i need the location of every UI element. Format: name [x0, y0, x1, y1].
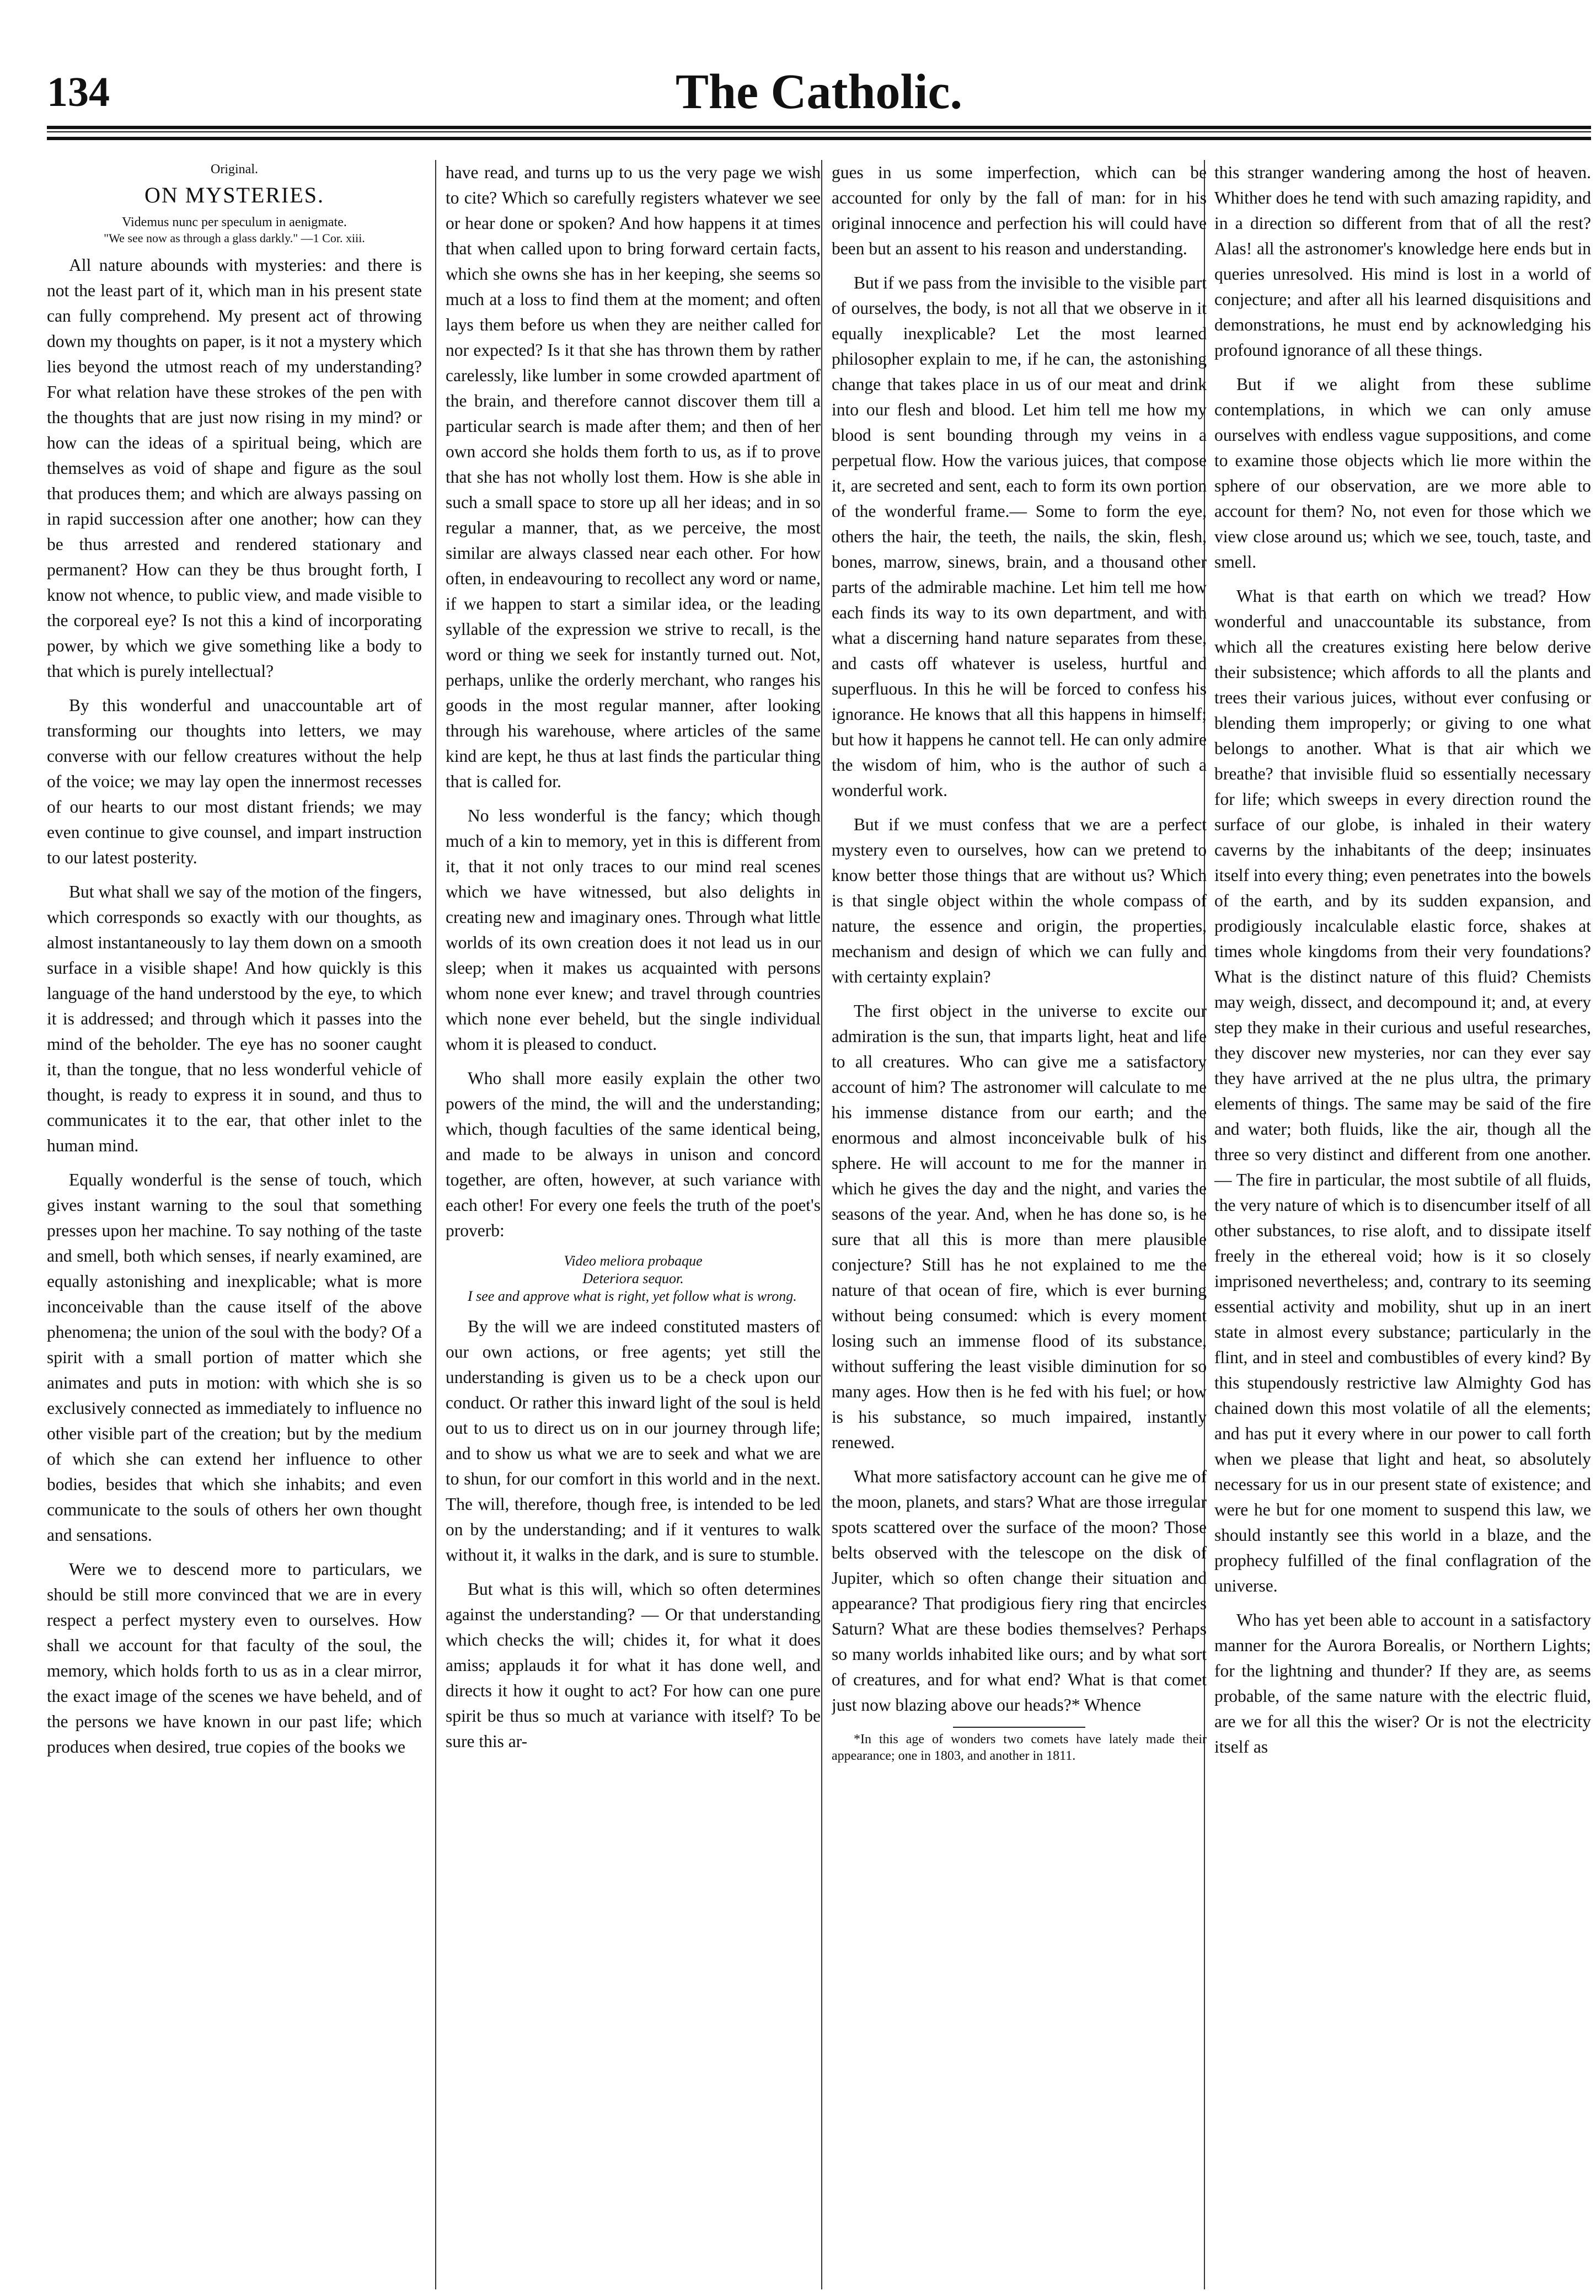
column-3 — [832, 160, 1207, 2289]
column-4 — [1214, 160, 1591, 2289]
paragraph: But what is this will, which so often determines against the understanding? — Or that understanding which checks the will; chides it, for what it does amiss; applauds it for what it has done well, and directs it how it ought to act? For how can one pure spirit be thus so much at variance with itself? To be sure this ar- — [446, 1579, 821, 1751]
paragraph: By this wonderful and unaccountable art of transforming our thoughts into letters, we may converse with our fellow creatures without the help of the voice; we may lay open the innermost recesses of our hearts to our most distant friends; we may even continue to give counsel, and impart instruction to our latest posterity. — [47, 696, 422, 867]
paragraph: Who shall more easily explain the other two powers of the mind, the will and the understanding; which, though faculties of the same identical being, and made to be always in unison and concord together, are often, however, at such variance with each other! For every one feels the truth of the poet's proverb: — [446, 1069, 821, 1240]
paragraph: No less wonderful is the fancy; which though much of a kin to memory, yet in this is different from it, that it not only traces to our mind real scenes which we have witnessed, but also delights in creating new and imaginary ones. Through what little worlds of its own creation does it not lead us in our sleep; when it makes us acquainted with persons whom none ever knew; and travel through countries which none ever beheld, but the single individual whom it is pleased to conduct. — [446, 806, 821, 1054]
paragraph: What is that earth on which we tread? How wonderful and unaccountable its substance, from which all the creatures existing here below derive their subsistence; which affords to all the plants and trees their various juices, without ever confusing or blending them improperly; or giving to one what belongs to another. What is that air which we breathe? that invisible fluid so essentially necessary for life; which sweeps in every direction round the surface of our globe, is inhaled in their watery caverns by the inhabitants of the deep; insinuates itself into every thing; even penetrates into the bowels of the earth, and by its sudden expansion, and prodigiously incalculable elastic force, shakes at times whole kingdoms from their very foundations? What is the distinct nature of this fluid? Chemists may weigh, dissect, and decompound it; and, at every step they make in their curious and useful researches, they discover new mysteries, nor can they ever say they have arrived at the ne plus ultra, the primary elements of things. The same may be said of the fire and water; both fluids, like the air, though all the three so very distinct and different from one another.— The fire in particular, the most subtile of all fluids, the very nature of which is to disencumber itself of all other substances, to rise aloft, and to dissipate itself freely in the ethereal void; how is it so closely imprisoned nevertheless; and, contrary to its seeming essential activity and mobility, shut up in an inert state in almost every substance; particularly in the flint, and in steel and combustibles of every kind? By this stupendously restrictive law Almighty God has chained down this most volatile of all the elements; and has put it every where in our power to call forth when we please that light and heat, so absolutely necessary for us in our present state of existence; and were he but for one moment to suspend this law, we should instantly see this world in a blaze, and the prophecy fulfilled of the final conflagration of the universe. — [1214, 586, 1591, 1595]
header-rule-thin — [47, 131, 1591, 132]
paragraph: By the will we are indeed constituted masters of our own actions, or free agents; yet still the understanding is given us to be a check upon our conduct. Or rather this inward light of the soul is held out to us to direct us on in our journey through life; and to show us what we are to seek and what we are to shun, for our comfort in this world and in the next. The will, therefore, though free, is intended to be led on by the understanding; and if it ventures to walk without it, it walks in the dark, and is sure to stumble. — [446, 1317, 821, 1565]
paragraph: But what shall we say of the motion of the fingers, which corresponds so exactly with our thoughts, as almost instantaneously to lay them down on a smooth surface in a visible shape! And how quickly is this language of the hand understood by the eye, to which it is addressed; and through which it passes into the mind of the beholder. The eye has no sooner caught it, than the tongue, that no less wonderful vehicle of thought, is ready to express it in sound, and thus to communicates it to the ear, that other inlet to the human mind. — [47, 882, 422, 1155]
column-2 — [446, 160, 821, 2289]
paragraph: But if we alight from these sublime contemplations, in which we can only amuse ourselves with endless vague suppositions, and come to examine those objects which lie more within the sphere of our observation, are we more able to account for them? No, not even for those which we view close around us; which we see, touch, taste, and smell. — [1214, 375, 1591, 572]
epigraph-english: "We see now as through a glass darkly." —1 Cor. xiii. — [104, 231, 365, 245]
paragraph: But if we pass from the invisible to the visible part of ourselves, the body, is not all that we observe in it equally inexplicable? Let the most learned philosopher explain to me, if he can, the astonishing change that takes place in us of our meat and drink into our flesh and blood. Let him tell me how my blood is sent bounding through my veins in a perpetual flow. How the various juices, that compose it, are secreted and sent, each to form its own portion of the wonderful frame.— Some to form the eye, others the hair, the teeth, the nails, the skin, flesh, bones, marrow, sinews, brain, and a thousand other parts of the admirable machine. Let him tell me how each finds its way to its own department, and with what a discerning hand nature separates from these, and casts off whatever is useless, hurtful and superfluous. In this he will be forced to confess his ignorance. He knows that all this happens in himself; but how it happens he cannot tell. He can only admire the wisdom of him, who is the author of such a wonderful work. — [832, 273, 1207, 800]
newspaper-title: The Catholic. — [675, 65, 962, 119]
column-divider-1 — [435, 160, 436, 2289]
epigraph-latin: Videmus nunc per speculum in aenigmate. — [122, 215, 347, 229]
header-rule-thick-top — [47, 126, 1591, 129]
footnote: *In this age of wonders two comets have lately made their appearance; one in 1803, and another in 1811. — [832, 1732, 1207, 1763]
page-header — [47, 62, 1591, 122]
paragraph: Were we to descend more to particulars, we should be still more convinced that we are in every respect a perfect mystery even to ourselves. How shall we account for that faculty of the soul, the memory, which holds forth to us as in a clear mirror, the exact image of the scenes we have beheld, and of the persons we have known in our past life; which produces when desired, true copies of the books we — [47, 1560, 422, 1756]
article-kicker: Original. — [211, 162, 258, 177]
page-number: 134 — [47, 69, 110, 115]
paragraph: What more satisfactory account can he give me of the moon, planets, and stars? What are those irregular spots scattered over the surface of the moon? Those belts observed with the telescope on the disk of Jupiter, which so often change their situation and appearance? That prodigious fiery ring that encircles Saturn? What are these bodies themselves? Perhaps so many worlds inhabited like ours; and by what sort of creatures, and for what end? What is that comet just now blazing above our heads?* Whence — [832, 1467, 1207, 1715]
paragraph: The first object in the universe to excite our admiration is the sun, that imparts light, heat and life to all creatures. Who can give me a satisfactory account of him? The astronomer will calculate to me his immense distance from our earth; and the enormous and almost inconceivable bulk of his sphere. He will account to me for the manner in which he gives the day and the night, and varies the seasons of the year. And, when he has done so, is he sure that all this is more than mere plausible conjecture? Still has he not explained to me the nature of that ocean of fire, which is ever burning without being consumed: which is every moment losing such an immense flood of its substance, without suffering the least visible diminution for so many ages. How then is he fed with his fuel; or how is his substance, so much impaired, instantly renewed. — [832, 1001, 1207, 1452]
verse-latin-line-1: Video meliora probaque — [564, 1253, 703, 1269]
footnote-rule — [953, 1727, 1085, 1728]
article-title: ON MYSTERIES. — [144, 183, 325, 207]
paragraph: Who has yet been able to account in a satisfactory manner for the Aurora Borealis, or Northern Lights; for the lightning and thunder? If they are, as seems probable, of the same nature with the electric fluid, are we for all this the wiser? Or is not the electricity itself as — [1214, 1610, 1591, 1756]
paragraph: But if we must confess that we are a perfect mystery even to ourselves, how can we pretend to know better those things that are without us? Which is that single object within the whole compass of nature, the essence and origin, the properties, mechanism and design of which we can fully and with certainty explain? — [832, 815, 1207, 986]
paragraph: this stranger wandering among the host of heaven. Whither does he tend with such amazing rapidity, and in a direction so different from that of all the rest? Alas! all the astronomer's knowledge here ends but in queries unresolved. His mind is lost in a world of conjecture; and after all his learned disquisitions and demonstrations, he must end by acknowledging his profound ignorance of all these things. — [1214, 163, 1591, 360]
paragraph: Equally wonderful is the sense of touch, which gives instant warning to the soul that something presses upon her machine. To say nothing of the taste and smell, both which senses, if nearly examined, are equally astonishing and inexplicable; what is more inconceivable than the cause itself of the above phenomena; the union of the soul with the body? Of a spirit with a small portion of matter which she animates and puts in motion: with which she is so exclusively connected as immediately to influence no other visible part of the creation; but by the medium of which she can extend her influence to other bodies, besides that which she inhabits; and even communicate to the souls of others her own thought and sensations. — [47, 1170, 422, 1545]
paragraph: All nature abounds with mysteries: and there is not the least part of it, which man in his present state can fully comprehend. My present act of throwing down my thoughts on paper, is it not a mystery which lies beyond the utmost reach of my understanding? For what relation have these strokes of the pen with the thoughts that are just now rising in my mind? or how can the ideas of a spiritual being, which are themselves as void of shape and figure as the soul that produces them; and which are always passing on in rapid succession after one another; how can they be thus arrested and rendered stationary and permanent? How can they be thus brought forth, I know not whence, to public view, and made visible to the corporeal eye? Is not this a kind of incorporating power, by which we give something like a body to that which is purely intellectual? — [47, 255, 422, 681]
header-rule-thick-bottom — [47, 137, 1591, 140]
column-1 — [47, 160, 422, 2289]
paragraph: gues in us some imperfection, which can be accounted for only by the fall of man: for in his original innocence and perfection his will could have been but an assent to his reason and understanding. — [832, 163, 1207, 258]
column-divider-2 — [821, 160, 822, 2289]
paragraph: have read, and turns up to us the very page we wish to cite? Which so carefully registers whatever we see or hear done or spoken? And how happens it at times that when called upon to bring forward certain facts, which she owns she has in her keeping, she seems so much at a loss to find them at the moment; and often lays them before us when they are neither called for nor expected? Is it that she has thrown them by rather carelessly, like lumber in some crowded apartment of the brain, and therefore cannot discover them till a particular search is made after them; and then of her own accord she holds them forth to us, as if to prove that she has not wholly lost them. How is she able in such a small space to store up all her ideas; and in so regular a manner, that, as we perceive, the most similar are always classed near each other. For how often, in endeavouring to recollect any word or name, if we happen to start a similar idea, or the leading syllable of the expression we strive to recall, is the word or thing we seek for instantly turned out. Not, perhaps, unlike the orderly merchant, who ranges his goods in the most regular manner, after looking through his warehouse, where articles of the same kind are kept, he thus at last finds the particular thing that is called for. — [446, 163, 821, 791]
verse-english: I see and approve what is right, yet follow what is wrong. — [468, 1288, 797, 1304]
verse-latin-line-2: Deteriora sequor. — [582, 1270, 684, 1286]
